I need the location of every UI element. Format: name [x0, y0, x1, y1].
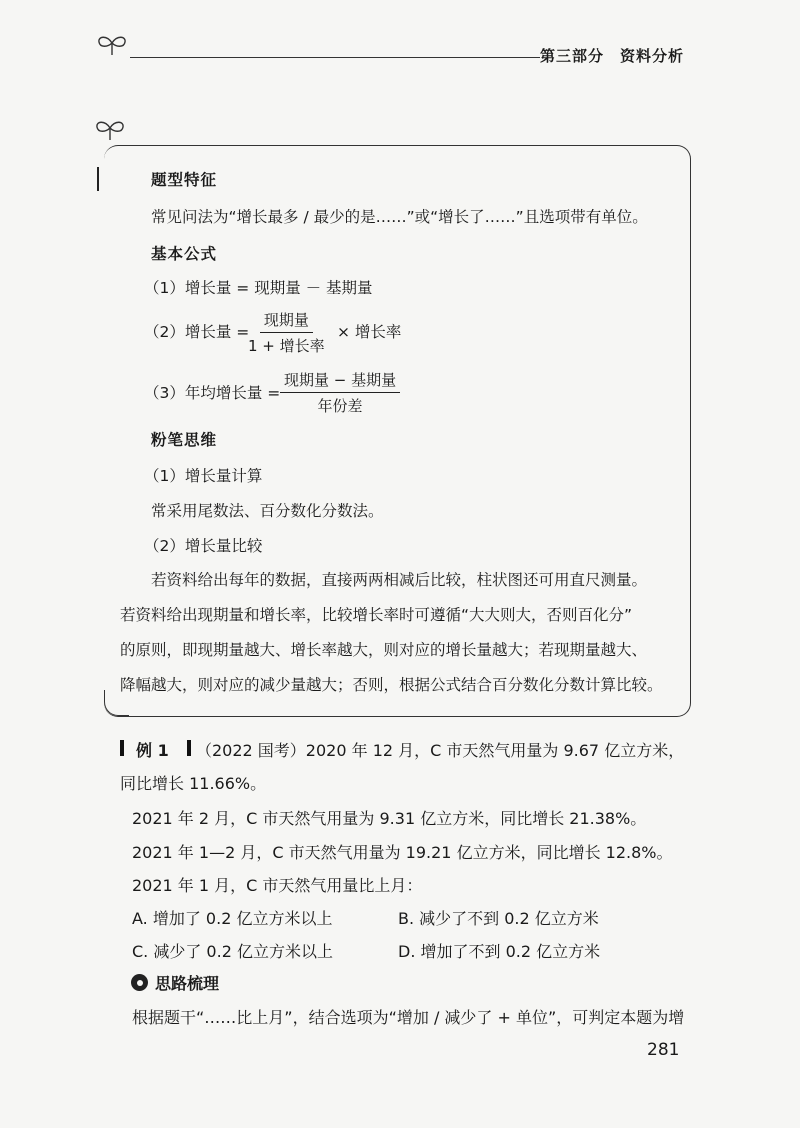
header-part: 第三部分 [540, 47, 605, 65]
example-marker-left [120, 740, 124, 756]
formula-3-denominator: 年份差 [317, 397, 363, 415]
type-heading: 题型特征 [151, 171, 218, 189]
thinking-heading: 粉笔思维 [151, 431, 218, 449]
sprout-icon [93, 118, 127, 142]
running-header [540, 45, 684, 66]
type-text: 常见问法为“增长最多 / 最少的是……”或“增长了……”且选项带有单位。 [151, 208, 648, 226]
compare-heading: （2）增长量比较 [144, 537, 263, 555]
option-d: D. 增加了不到 0.2 亿立方米 [398, 942, 601, 961]
compare-line: 降幅越大，则对应的减少量越大；否则，根据公式结合百分数化分数计算比较。 [120, 676, 663, 694]
option-a: A. 增加了 0.2 亿立方米以上 [132, 909, 333, 928]
thinking-title: 思路梳理 [155, 974, 220, 993]
formula-2-denominator: 1 + 增长率 [248, 337, 325, 355]
sprout-icon [95, 33, 129, 57]
example-stem-line1: （2022 国考）2020 年 12 月，C 市天然气用量为 9.67 亿立方米， [196, 741, 685, 760]
box-tick [97, 167, 99, 191]
thinking-text: 根据题干“……比上月”，结合选项为“增加 / 减少了 + 单位”，可判定本题为增 [132, 1008, 685, 1027]
formula-2-prefix: （2）增长量 = [144, 323, 250, 341]
gear-icon [131, 974, 148, 991]
calc-text: 常采用尾数法、百分数化分数法。 [151, 502, 384, 520]
page-number: 281 [647, 1040, 680, 1060]
example-line4: 2021 年 1—2 月，C 市天然气用量为 19.21 亿立方米，同比增长 12.8%。 [132, 843, 673, 862]
formula-heading: 基本公式 [151, 245, 218, 263]
formula-1: （1）增长量 = 现期量 － 基期量 [144, 279, 373, 297]
option-b: B. 减少了不到 0.2 亿立方米 [398, 909, 599, 928]
formula-2-numerator: 现期量 [260, 309, 313, 333]
example-label: 例 1 [136, 741, 169, 760]
calc-heading: （1）增长量计算 [144, 467, 263, 485]
formula-3-fraction [280, 369, 400, 416]
header-rule [130, 57, 540, 58]
formula-3-numerator: 现期量 − 基期量 [280, 369, 400, 393]
header-section-title: 资料分析 [620, 47, 685, 65]
example-line3: 2021 年 2 月，C 市天然气用量为 9.31 亿立方米，同比增长 21.38%。 [132, 809, 647, 828]
formula-2-suffix: × 增长率 [337, 323, 402, 341]
option-c: C. 减少了 0.2 亿立方米以上 [132, 942, 333, 961]
example-marker-right [187, 740, 191, 756]
compare-line: 的原则，即现期量越大、增长率越大，则对应的增长量越大；若现期量越大、 [120, 641, 648, 659]
example-stem-line2: 同比增长 11.66%。 [120, 774, 267, 793]
example-question: 2021 年 1 月，C 市天然气用量比上月： [132, 876, 423, 895]
compare-line: 若资料给出现期量和增长率，比较增长率时可遵循“大大则大，否则百化分” [120, 606, 633, 624]
compare-line: 若资料给出每年的数据，直接两两相减后比较，柱状图还可用直尺测量。 [151, 571, 648, 589]
formula-3-prefix: （3）年均增长量 = [144, 384, 281, 402]
formula-2-fraction [248, 309, 325, 356]
